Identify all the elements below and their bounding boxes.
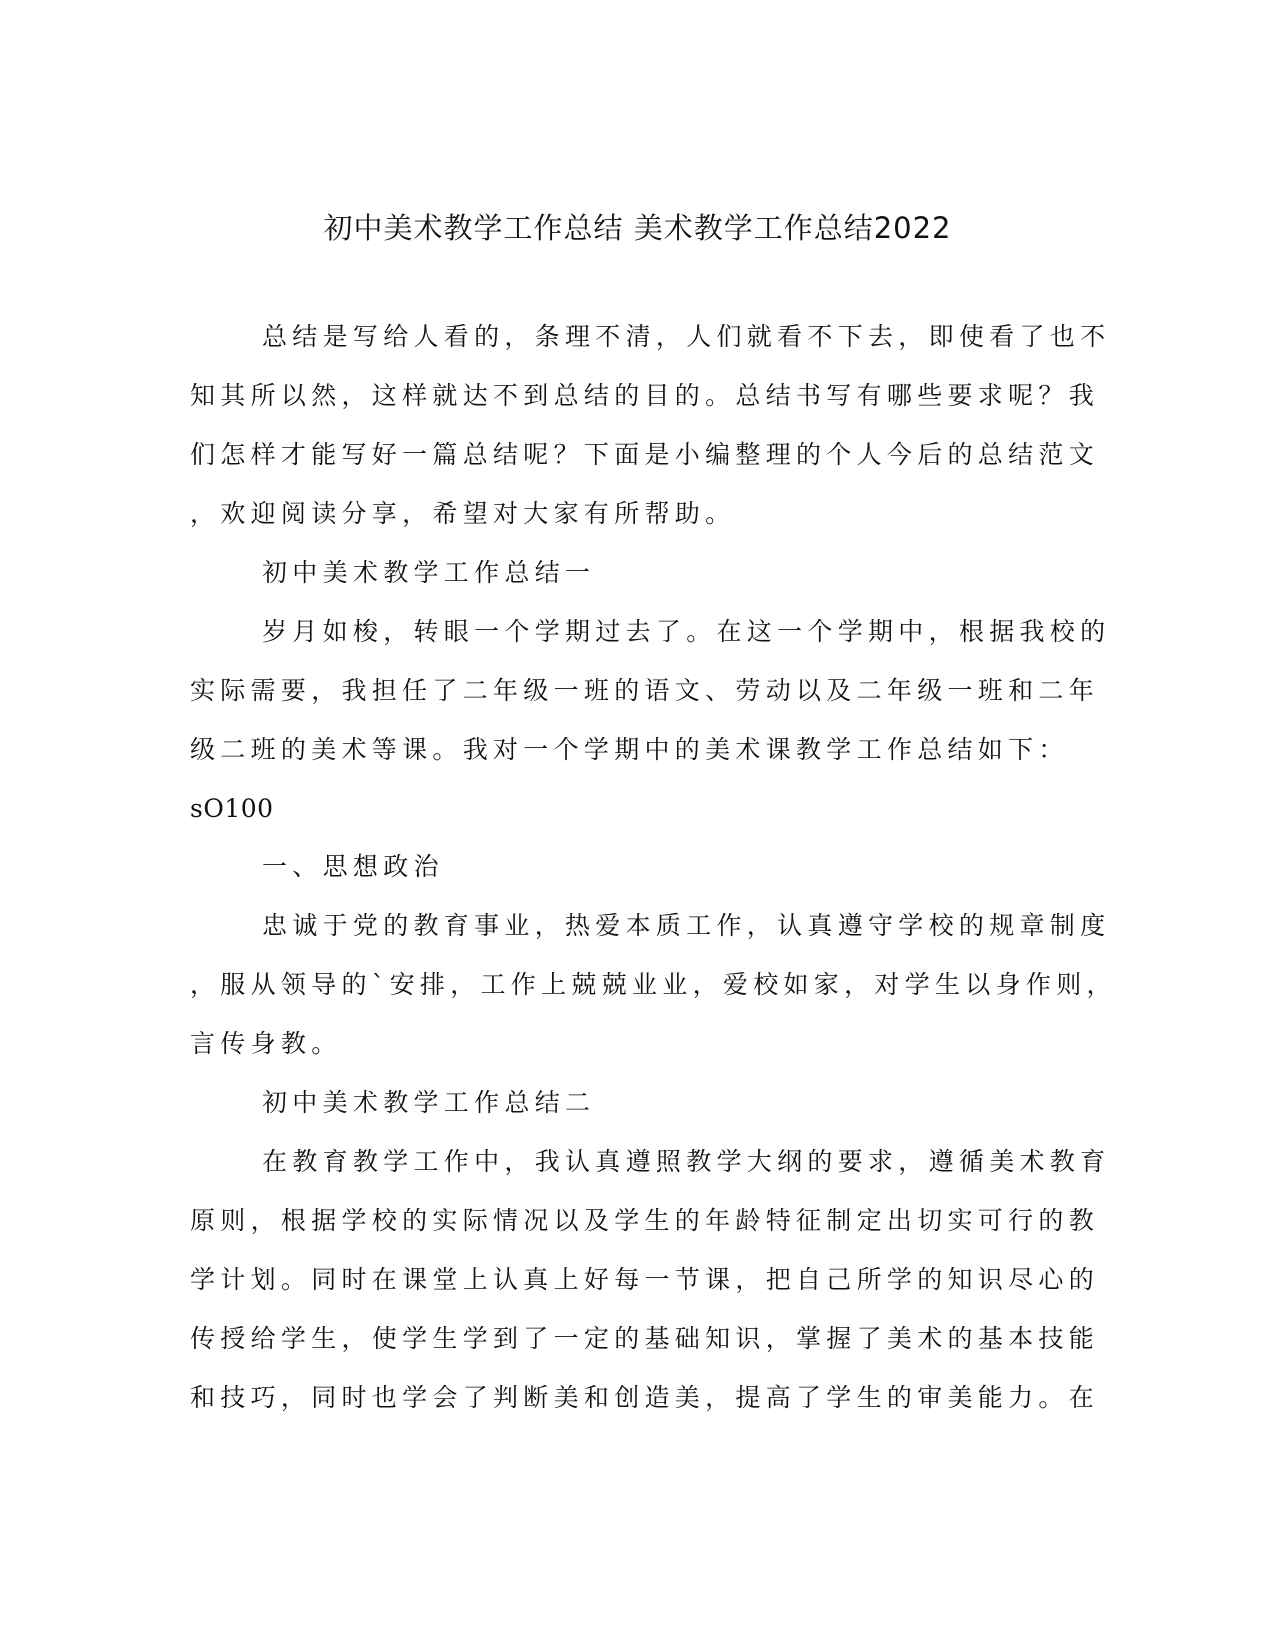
paragraph-line: 和技巧，同时也学会了判断美和创造美，提高了学生的审美能力。在: [190, 1383, 1100, 1412]
paragraph-line: 实际需要，我担任了二年级一班的语文、劳动以及二年级一班和二年: [190, 676, 1100, 705]
paragraph-line: 岁月如梭，转眼一个学期过去了。在这一个学期中，根据我校的: [262, 617, 1111, 646]
paragraph-line: 言传身教。: [190, 1029, 342, 1058]
paragraph-line: 传授给学生，使学生学到了一定的基础知识，掌握了美术的基本技能: [190, 1324, 1100, 1353]
paragraph-line: ，欢迎阅读分享，希望对大家有所帮助。: [190, 499, 736, 528]
stray-code-text: sO100: [190, 794, 274, 823]
paragraph-line: 知其所以然，这样就达不到总结的目的。总结书写有哪些要求呢？我: [190, 381, 1100, 410]
paragraph-line: 级二班的美术等课。我对一个学期中的美术课教学工作总结如下：: [190, 735, 1069, 764]
section-heading: 初中美术教学工作总结二: [262, 1088, 596, 1117]
paragraph-line: 在教育教学工作中，我认真遵照教学大纲的要求，遵循美术教育: [262, 1147, 1111, 1176]
paragraph-line: 总结是写给人看的，条理不清，人们就看不下去，即使看了也不: [262, 322, 1111, 351]
paragraph-line: ，服从领导的`安排，工作上兢兢业业，爱校如家，对学生以身作则，: [190, 970, 1117, 999]
section-heading: 初中美术教学工作总结一: [262, 558, 596, 587]
section-heading: 一、思想政治: [262, 852, 444, 881]
paragraph-line: 忠诚于党的教育事业，热爱本质工作，认真遵守学校的规章制度: [262, 911, 1111, 940]
paragraph-line: 原则，根据学校的实际情况以及学生的年龄特征制定出切实可行的教: [190, 1206, 1100, 1235]
document-title: 初中美术教学工作总结 美术教学工作总结2022: [323, 211, 952, 245]
paragraph-line: 们怎样才能写好一篇总结呢？下面是小编整理的个人今后的总结范文: [190, 440, 1100, 469]
paragraph-line: 学计划。同时在课堂上认真上好每一节课，把自己所学的知识尽心的: [190, 1265, 1100, 1294]
